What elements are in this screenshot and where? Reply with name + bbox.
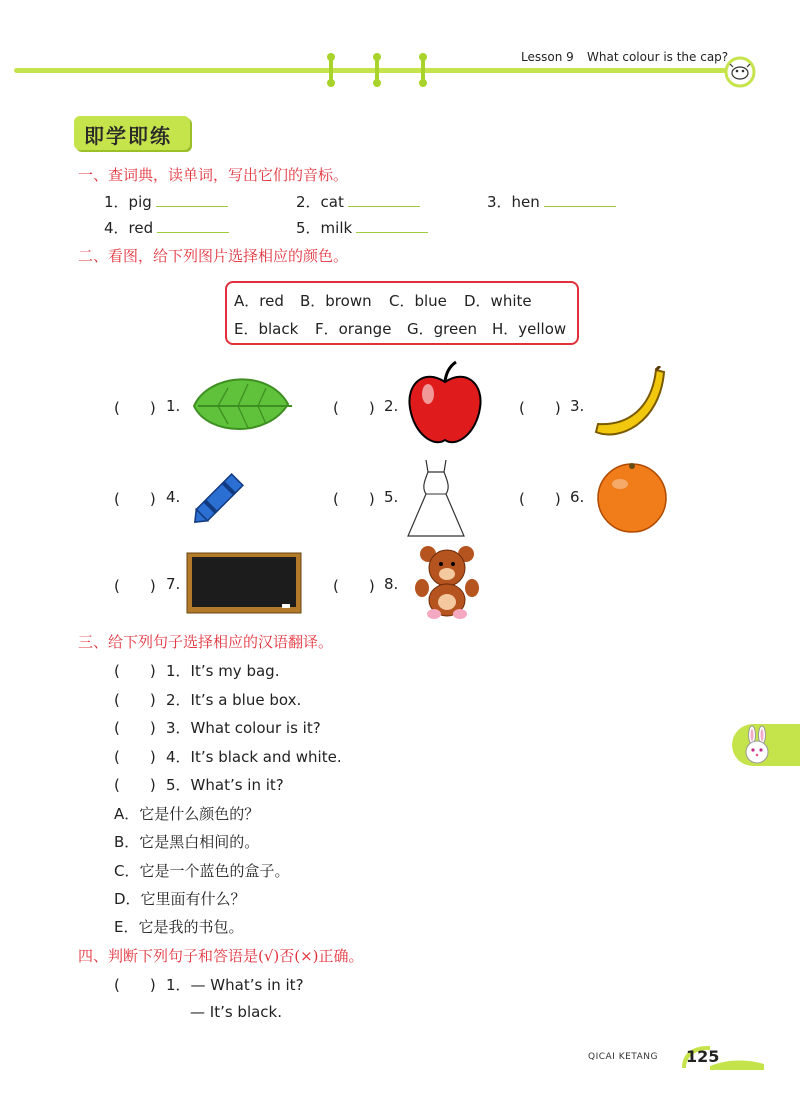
apple-icon [404, 360, 486, 448]
picture-label: 8. [384, 575, 399, 593]
dress-icon [404, 458, 468, 540]
picture-3 [590, 366, 672, 450]
answer-blank[interactable] [356, 218, 428, 233]
sentence-item: 5．What’s in it? [166, 776, 284, 794]
color-option: D．white [464, 292, 532, 310]
part1-item-5 [296, 217, 428, 238]
answer-paren[interactable]: ( ) [114, 577, 156, 595]
part1-item-4 [104, 217, 229, 238]
dialog-question: 1．— What’s in it? [166, 976, 304, 994]
answer-paren[interactable]: ( ) [114, 691, 156, 709]
footer-page-badge [680, 1044, 764, 1070]
part1-item-2 [296, 191, 420, 212]
teddy-bear-icon [410, 544, 484, 620]
footer-series: QICAI KETANG [588, 1052, 658, 1062]
picture-1 [188, 368, 298, 444]
sentence-item: 3．What colour is it? [166, 719, 321, 737]
answer-blank[interactable] [544, 192, 616, 207]
answer-paren[interactable]: ( ) [114, 719, 156, 737]
answer-paren[interactable]: ( ) [333, 577, 375, 595]
color-option: F．orange [315, 320, 392, 338]
dialog-answer: — It’s black. [190, 1003, 283, 1021]
picture-8 [410, 544, 484, 624]
part1-heading: 一、查词典，读单词，写出它们的音标。 [78, 166, 349, 184]
translation-choice: A．它是什么颜色的？ [114, 805, 260, 823]
picture-6 [592, 458, 672, 538]
picture-7 [186, 552, 302, 618]
crayon-icon [184, 460, 258, 532]
word-red: 4．red [104, 219, 154, 237]
word-pig: 1．pig [104, 193, 152, 211]
part4-heading: 四、判断下列句子和答语是(√)否(×)正确。 [78, 947, 364, 965]
translation-choice: C．它是一个蓝色的盒子。 [114, 862, 290, 880]
picture-label: 1. [166, 397, 181, 415]
picture-label: 2. [384, 397, 399, 415]
part3-heading: 三、给下列句子选择相应的汉语翻译。 [78, 633, 334, 651]
header-pins [320, 52, 440, 88]
translation-choice: E．它是我的书包。 [114, 918, 244, 936]
answer-paren[interactable]: ( ) [519, 490, 561, 508]
page-number: 125 [686, 1047, 720, 1066]
translation-choice: D．它里面有什么？ [114, 890, 246, 908]
leaf-icon [188, 368, 298, 440]
color-option: H．yellow [492, 320, 567, 338]
answer-blank[interactable] [156, 192, 228, 207]
cow-icon [724, 56, 756, 88]
answer-paren[interactable]: ( ) [333, 490, 375, 508]
picture-label: 5. [384, 488, 399, 506]
sentence-item: 4．It’s black and white. [166, 748, 342, 766]
blackboard-icon [186, 552, 302, 614]
banana-icon [590, 366, 672, 446]
side-tab [732, 724, 800, 766]
color-option: E．black [234, 320, 299, 338]
answer-blank[interactable] [157, 218, 229, 233]
picture-5 [404, 458, 468, 544]
translation-choice: B．它是黑白相间的。 [114, 833, 260, 851]
orange-icon [592, 458, 672, 534]
word-milk: 5．milk [296, 219, 353, 237]
answer-paren[interactable]: ( ) [519, 399, 561, 417]
sentence-item: 2．It’s a blue box. [166, 691, 302, 709]
color-option: G．green [407, 320, 477, 338]
bunny-icon [738, 725, 778, 765]
color-option: B．brown [300, 292, 372, 310]
answer-blank[interactable] [348, 192, 420, 207]
answer-paren[interactable]: ( ) [114, 976, 156, 994]
pin-decoration-icon [320, 52, 440, 88]
part1-item-1 [104, 191, 228, 212]
picture-2 [404, 360, 486, 452]
sentence-item: 1．It’s my bag. [166, 662, 280, 680]
picture-4 [184, 460, 258, 536]
section-tag-text: 即学即练 [84, 124, 172, 148]
lesson-label: Lesson 9 [521, 50, 574, 64]
answer-paren[interactable]: ( ) [114, 399, 156, 417]
part1-item-3 [487, 191, 616, 212]
color-option: A．red [234, 292, 284, 310]
answer-paren[interactable]: ( ) [333, 399, 375, 417]
picture-label: 4. [166, 488, 181, 506]
word-hen: 3．hen [487, 193, 540, 211]
answer-paren[interactable]: ( ) [114, 662, 156, 680]
part2-heading: 二、看图，给下列图片选择相应的颜色。 [78, 247, 349, 265]
section-tag [74, 116, 190, 150]
picture-label: 3. [570, 397, 585, 415]
lesson-title: What colour is the cap? [587, 50, 729, 64]
color-option: C．blue [389, 292, 447, 310]
answer-paren[interactable]: ( ) [114, 490, 156, 508]
picture-label: 7. [166, 575, 181, 593]
answer-paren[interactable]: ( ) [114, 748, 156, 766]
picture-label: 6. [570, 488, 585, 506]
answer-paren[interactable]: ( ) [114, 776, 156, 794]
word-cat: 2．cat [296, 193, 344, 211]
header-badge [724, 56, 756, 88]
